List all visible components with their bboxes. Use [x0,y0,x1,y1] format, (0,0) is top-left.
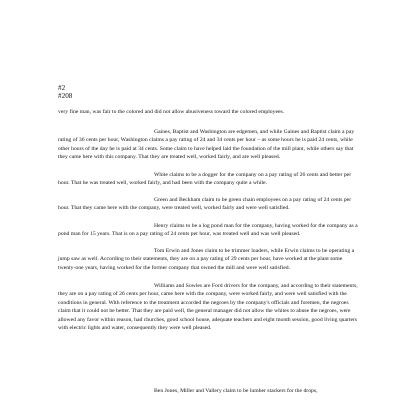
paragraph-lumber-stackers: Ben Jones, Miller and Vallery claim to be lumber stackers for the drops, [154,388,318,394]
document-number: #208 [58,92,73,100]
page-label: #2 [58,84,66,92]
paragraph-dogger: White claims to be a dogger for the company on a pay rating of 26 cents and better per hour. That he was treated well, worked fairly, and had been with the company quite a while. [58,172,352,187]
paragraph-trimmer-loaders: Tom Erwin and Jones claim to be trimmer loaders, while Erwin claims to be operating a jump saw as well. According to their statements, they are on a pay rating of 29 cents per hour, have worked at the plant some twenty-one years, having worked for the former company that owned the mill and were well satisfied. [58,248,355,271]
paragraph-green-chain: Green and Beckham claim to be green chain employees on a pay rating of 24 cents per hour. That they came here with the company, were treated well, worked fairly and were well satisfied. [58,197,352,212]
paragraph-continuation: very fine man, was fair to the colored and did not allow abusiveness toward the colored employees. [58,109,285,115]
paragraph-log-pond: Henry claims to be a log pond man for the company, having worked for the company as a pond man for 15 years. That is on a pay rating of 24 cents per hour, was treated well and was well pleased. [58,223,358,238]
paragraph-edgemen: Gaines, Baptist and Washington are edgemen, and while Gaines and Baptist claim a pay rating of 36 cents per hour, Washington claims a pay rating of 24 and 34 cents per hour – as some hours he is paid 24 cents, while other hours of the day he is paid at 34 cents. Some claim to have helped laid the foundation of the mill plant, while others say that they came here with this company. That they are treated well, worked fairly, and are well pleased. [58,129,355,161]
paragraph-ford-drivers: Williams and Sowles are Ford drivers for the company, and according to their statements, they are on a pay rating of 26 cents per hour, came here with the company, were worked fairly, and were well satisfied with the conditions in general. With reference to the treatment accorded the negroes by the company's officials and foremen, the negroes claim that it could not be better. That they are paid well, the general manager did not allow the whites to abuse the negroes, were allowed any favor within reason, had churches, good school house, adequate teachers and eight month session, good living quarters with electric lights and water, consequently they were well pleased. [58,283,358,332]
